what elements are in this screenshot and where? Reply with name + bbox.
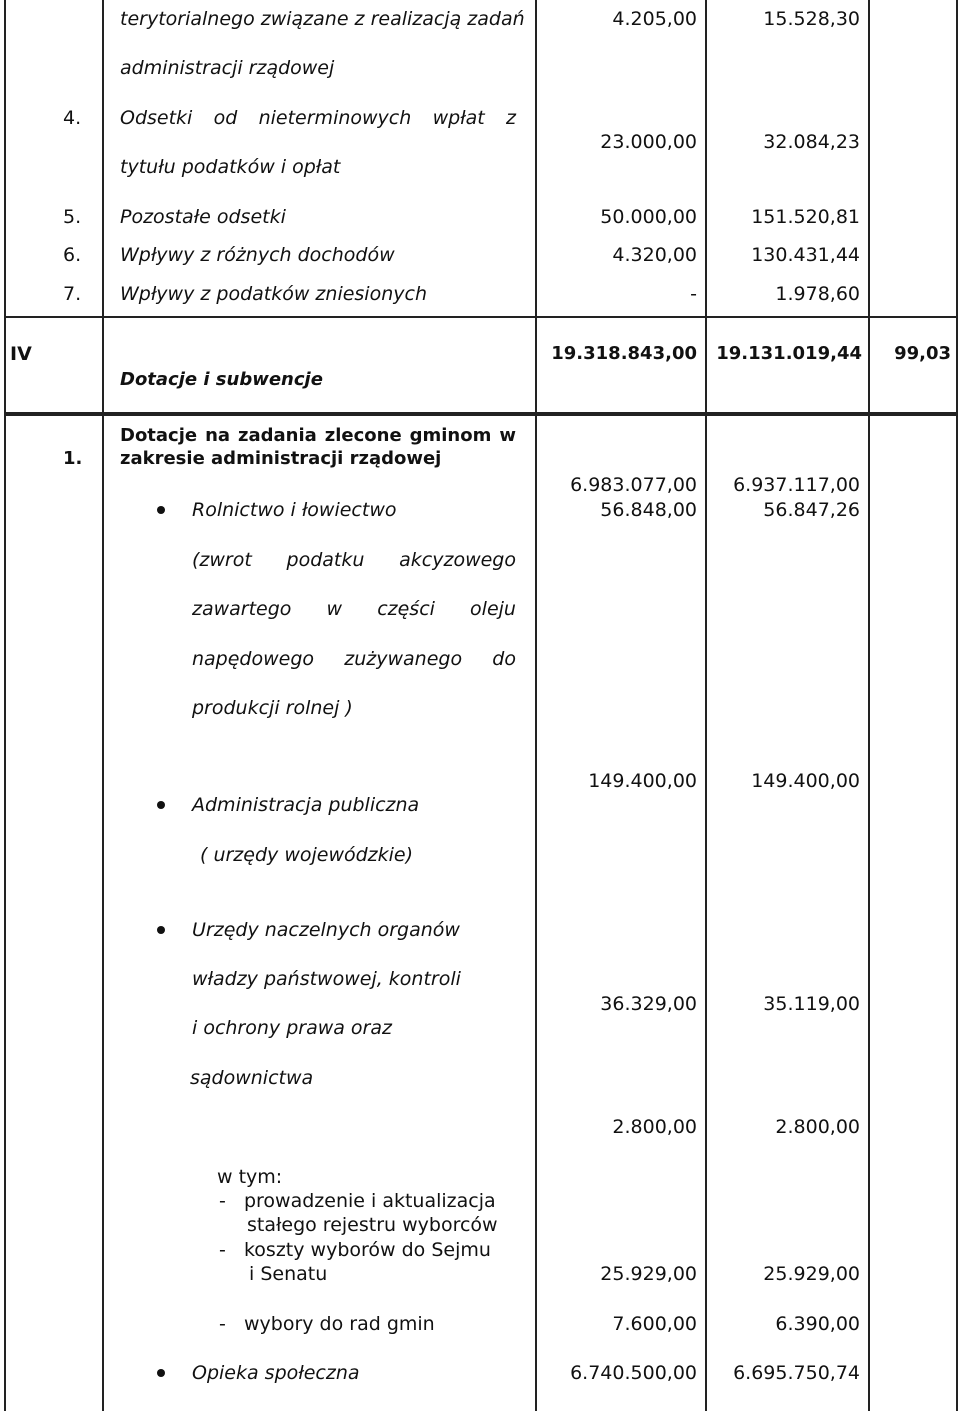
wtym-item-3-plan: 7.600,00 <box>612 1313 697 1335</box>
note-word: akcyzowego <box>399 549 516 571</box>
column-divider-desc <box>535 0 537 1411</box>
urzedy-wykonanie: 35.119,00 <box>763 993 860 1015</box>
bullet-icon <box>157 926 165 934</box>
rolnictwo-note-line-4: produkcji rolnej ) <box>192 697 353 719</box>
row-7-number: 7. <box>63 283 82 305</box>
table-border-left <box>4 0 6 1411</box>
wtym-item-2-wykonanie: 25.929,00 <box>763 1263 860 1285</box>
row-5-wykonanie: 151.520,81 <box>751 206 860 228</box>
urzedy-plan: 36.329,00 <box>600 993 697 1015</box>
row-5-plan: 50.000,00 <box>600 206 697 228</box>
row-4-plan: 23.000,00 <box>600 131 697 153</box>
row-6-number: 6. <box>63 244 82 266</box>
wtym-item-2-cont: i Senatu <box>249 1263 328 1285</box>
row-4-description <box>120 106 516 130</box>
dotacje-title <box>120 424 516 448</box>
row-4-number: 4. <box>63 107 82 129</box>
dotacje-plan: 6.983.077,00 <box>570 474 697 496</box>
opieka-wykonanie: 6.695.750,74 <box>733 1362 860 1384</box>
urzedy-plan-2: 2.800,00 <box>612 1116 697 1138</box>
section-iv-plan: 19.318.843,00 <box>551 343 697 364</box>
urzedy-line-1: Urzędy naczelnych organów <box>192 919 460 941</box>
wtym-item-1: - prowadzenie i aktualizacja <box>219 1190 496 1212</box>
note-word: zawartego <box>192 598 292 620</box>
wtym-item-2-plan: 25.929,00 <box>600 1263 697 1285</box>
rolnictwo-label: Rolnictwo i łowiectwo <box>192 499 397 521</box>
wtym-item-2: - koszty wyborów do Sejmu <box>219 1239 491 1261</box>
note-word: napędowego <box>192 648 315 670</box>
opieka-plan: 6.740.500,00 <box>570 1362 697 1384</box>
wtym-item-1-cont: stałego rejestru wyborców <box>247 1214 498 1236</box>
dotacje-title-word: w <box>499 425 516 446</box>
row-6-description: Wpływy z różnych dochodów <box>120 244 395 266</box>
row-5-description: Pozostałe odsetki <box>120 206 286 228</box>
note-word: podatku <box>286 549 365 571</box>
section-iv-bottom-rule <box>4 412 958 416</box>
note-word: w <box>326 598 343 620</box>
note-word: do <box>492 648 516 670</box>
bullet-icon <box>157 801 165 809</box>
rolnictwo-note-line-3 <box>192 647 516 671</box>
administracja-wykonanie: 149.400,00 <box>751 770 860 792</box>
row-4-word: od <box>213 107 238 129</box>
column-divider-wykon <box>868 0 870 1411</box>
row-3-description: terytorialnego związane z realizacją zadań <box>120 8 525 30</box>
wtym-item-3-wykonanie: 6.390,00 <box>775 1313 860 1335</box>
urzedy-wykonanie-2: 2.800,00 <box>775 1116 860 1138</box>
table-border-right <box>956 0 958 1411</box>
row-7-description: Wpływy z podatków zniesionych <box>120 283 427 305</box>
note-word: zużywanego <box>344 648 463 670</box>
row-4-wykonanie: 32.084,23 <box>763 131 860 153</box>
dotacje-number: 1. <box>63 448 83 469</box>
opieka-label: Opieka społeczna <box>192 1362 360 1384</box>
note-word: (zwrot <box>192 549 252 571</box>
row-6-wykonanie: 130.431,44 <box>751 244 860 266</box>
bullet-icon <box>157 1369 165 1377</box>
dotacje-title-word: gminom <box>409 425 492 446</box>
column-divider-lp <box>102 0 104 1411</box>
row-4-word: wpłat <box>432 107 485 129</box>
section-iv-title: Dotacje i subwencje <box>120 369 323 390</box>
urzedy-line-2: władzy państwowej, kontroli <box>192 968 461 990</box>
administracja-label: Administracja publiczna <box>192 794 420 816</box>
row-5-number: 5. <box>63 206 82 228</box>
rolnictwo-note-line-1 <box>192 548 516 572</box>
row-4-word: z <box>506 107 516 129</box>
administracja-plan: 149.400,00 <box>588 770 697 792</box>
dotacje-wykonanie: 6.937.117,00 <box>733 474 860 496</box>
dotacje-title-cont: zakresie administracji rządowej <box>120 448 442 469</box>
section-iv-number: IV <box>10 343 32 365</box>
section-iv-wykonanie: 19.131.019,44 <box>716 343 862 364</box>
rolnictwo-wykonanie: 56.847,26 <box>763 499 860 521</box>
dotacje-title-word: na <box>205 425 231 446</box>
row-3-description-cont: administracji rządowej <box>120 57 335 79</box>
urzedy-line-3: i ochrony prawa oraz <box>192 1017 392 1039</box>
rolnictwo-note-line-2 <box>192 597 516 621</box>
bullet-icon <box>157 506 165 514</box>
row-6-plan: 4.320,00 <box>612 244 697 266</box>
row-3-wykonanie: 15.528,30 <box>763 8 860 30</box>
administracja-sub: ( urzędy wojewódzkie) <box>200 844 414 866</box>
wtym-header: w tym: <box>217 1166 283 1188</box>
wtym-item-3: - wybory do rad gmin <box>219 1313 435 1335</box>
dotacje-title-word: Dotacje <box>120 425 198 446</box>
row-7-plan: - <box>690 283 697 305</box>
dotacje-title-word: zadania <box>237 425 317 446</box>
row-4-description-cont: tytułu podatków i opłat <box>120 156 341 178</box>
section-iv-percent: 99,03 <box>894 343 951 364</box>
urzedy-line-4: sądownictwa <box>190 1067 314 1089</box>
section-iv-top-rule <box>4 316 958 318</box>
row-3-plan: 4.205,00 <box>612 8 697 30</box>
note-word: części <box>377 598 435 620</box>
note-word: oleju <box>470 598 516 620</box>
rolnictwo-plan: 56.848,00 <box>600 499 697 521</box>
row-4-word: nieterminowych <box>258 107 412 129</box>
row-7-wykonanie: 1.978,60 <box>775 283 860 305</box>
row-4-word: Odsetki <box>120 107 193 129</box>
dotacje-title-word: zlecone <box>324 425 402 446</box>
